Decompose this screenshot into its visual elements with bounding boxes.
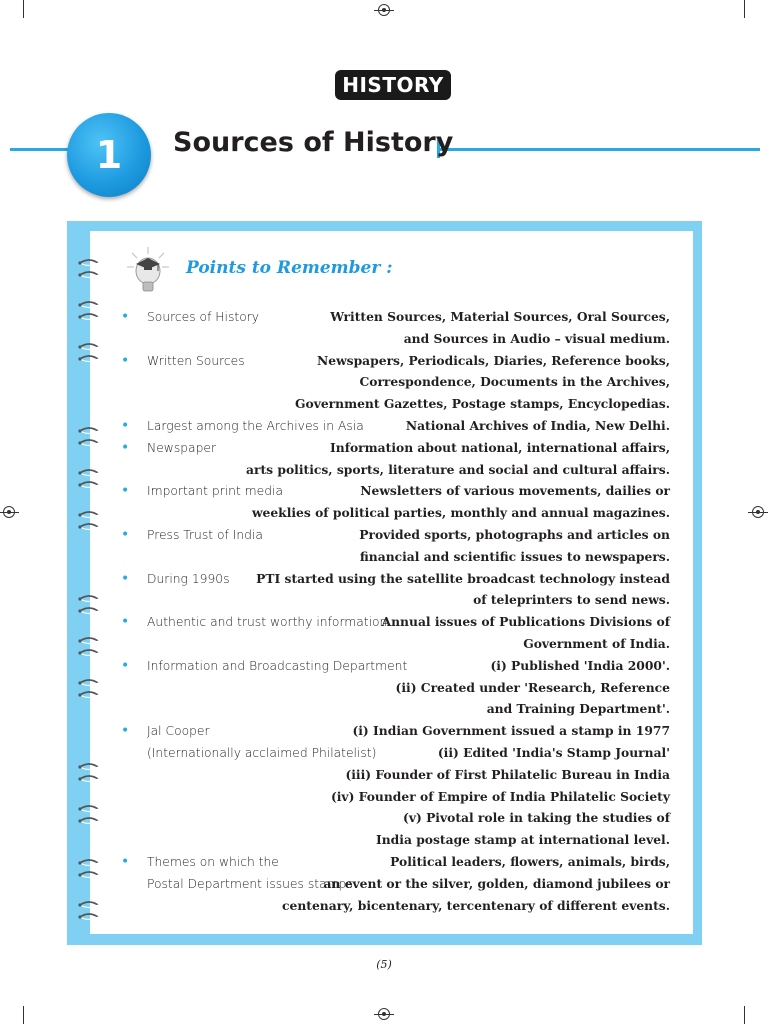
point-detail: Government of India. [523,636,670,651]
point-label: Largest among the Archives in Asia [147,419,364,433]
point-detail: (ii) Created under 'Research, Reference [395,680,670,695]
bullet-icon: • [121,353,130,369]
spiral-ring [78,510,100,520]
bullet-icon: • [121,483,130,499]
point-detail: India postage stamp at international level. [375,832,670,847]
spiral-ring [78,312,100,322]
spiral-ring [78,300,100,310]
spiral-ring [78,900,100,910]
spiral-ring [78,912,100,922]
spiral-ring [78,594,100,604]
crop-mark-top-right [744,0,745,18]
crop-mark-top-left [23,0,24,18]
point-detail: Annual issues of Publications Divisions of [381,614,670,629]
spiral-ring [78,258,100,268]
point-label: Press Trust of India [147,528,263,542]
point-label: (Internationally acclaimed Philatelist) [147,746,377,760]
point-detail: PTI started using the satellite broadcast technology instead [256,571,670,586]
spiral-ring [78,342,100,352]
point-detail: arts politics, sports, literature and social and cultural affairs. [246,462,670,477]
bullet-icon: • [121,658,130,674]
chapter-title: Sources of History [173,127,454,158]
point-detail: and Sources in Audio – visual medium. [403,331,670,346]
spiral-ring [78,468,100,478]
point-detail: National Archives of India, New Delhi. [405,418,670,433]
title-rule-right [440,148,760,151]
bullet-icon: • [121,418,130,434]
crop-mark-bottom-left [23,1006,24,1024]
registration-mark-icon [752,506,764,518]
section-heading: Points to Remember : [186,258,393,278]
spiral-ring [78,774,100,784]
point-label: Themes on which the [147,855,279,869]
page-number: (5) [376,958,392,971]
point-label: Authentic and trust worthy information [147,615,388,629]
point-detail: Government Gazettes, Postage stamps, Encyclopedias. [294,396,670,411]
bullet-icon: • [121,723,130,739]
point-label: Jal Cooper [147,724,210,738]
point-detail: (i) Published 'India 2000'. [490,658,670,673]
point-detail: (v) Pivotal role in taking the studies of [403,810,670,825]
point-detail: Newspapers, Periodicals, Diaries, Reference books, [317,353,670,368]
spiral-ring [78,636,100,646]
point-detail: and Training Department'. [486,701,670,716]
point-label: Written Sources [147,354,245,368]
registration-mark-icon [3,506,15,518]
point-detail: (i) Indian Government issued a stamp in 1977 [352,723,670,738]
spiral-ring [78,522,100,532]
point-detail: Correspondence, Documents in the Archives, [359,374,670,389]
point-detail: Provided sports, photographs and articles on [359,527,670,542]
point-label: Newspaper [147,441,216,455]
subject-tag: HISTORY [335,70,451,100]
spiral-ring [78,270,100,280]
spiral-ring [78,648,100,658]
registration-mark-icon [378,1008,390,1020]
bullet-icon: • [121,614,130,630]
chapter-number-badge: 1 [67,113,151,197]
bullet-icon: • [121,440,130,456]
spiral-ring [78,426,100,436]
point-detail: of teleprinters to send news. [473,592,670,607]
point-label: Information and Broadcasting Department [147,659,408,673]
point-detail: financial and scientific issues to newspapers. [359,549,670,564]
spiral-ring [78,870,100,880]
point-detail: (iv) Founder of Empire of India Philatelic Society [330,789,670,804]
lightbulb-graduation-cap-icon [124,245,172,297]
bullet-icon: • [121,571,130,587]
point-detail: Political leaders, flowers, animals, birds, [390,854,670,869]
spiral-ring [78,804,100,814]
spiral-ring [78,354,100,364]
point-detail: Written Sources, Material Sources, Oral Sources, [330,309,670,324]
spiral-ring [78,438,100,448]
point-detail: an event or the silver, golden, diamond jubilees or [323,876,670,891]
spiral-ring [78,480,100,490]
point-detail: (ii) Edited 'India's Stamp Journal' [437,745,670,760]
point-label: Sources of History [147,310,260,324]
point-detail: Information about national, international affairs, [330,440,670,455]
point-detail: weeklies of political parties, monthly and annual magazines. [251,505,670,520]
registration-mark-icon [378,4,390,16]
spiral-ring [78,858,100,868]
spiral-ring [78,762,100,772]
spiral-ring [78,690,100,700]
point-detail: centenary, bicentenary, tercentenary of different events. [282,898,670,913]
point-label: Important print media [147,484,283,498]
bullet-icon: • [121,527,130,543]
bullet-icon: • [121,309,130,325]
point-detail: Newsletters of various movements, dailies or [360,483,670,498]
spiral-ring [78,816,100,826]
crop-mark-bottom-right [744,1006,745,1024]
spiral-ring [78,606,100,616]
spiral-ring [78,678,100,688]
point-label: Postal Department issues stamps [147,877,353,891]
point-detail: (iii) Founder of First Philatelic Bureau in India [345,767,670,782]
point-label: During 1990s [147,572,230,586]
bullet-icon: • [121,854,130,870]
